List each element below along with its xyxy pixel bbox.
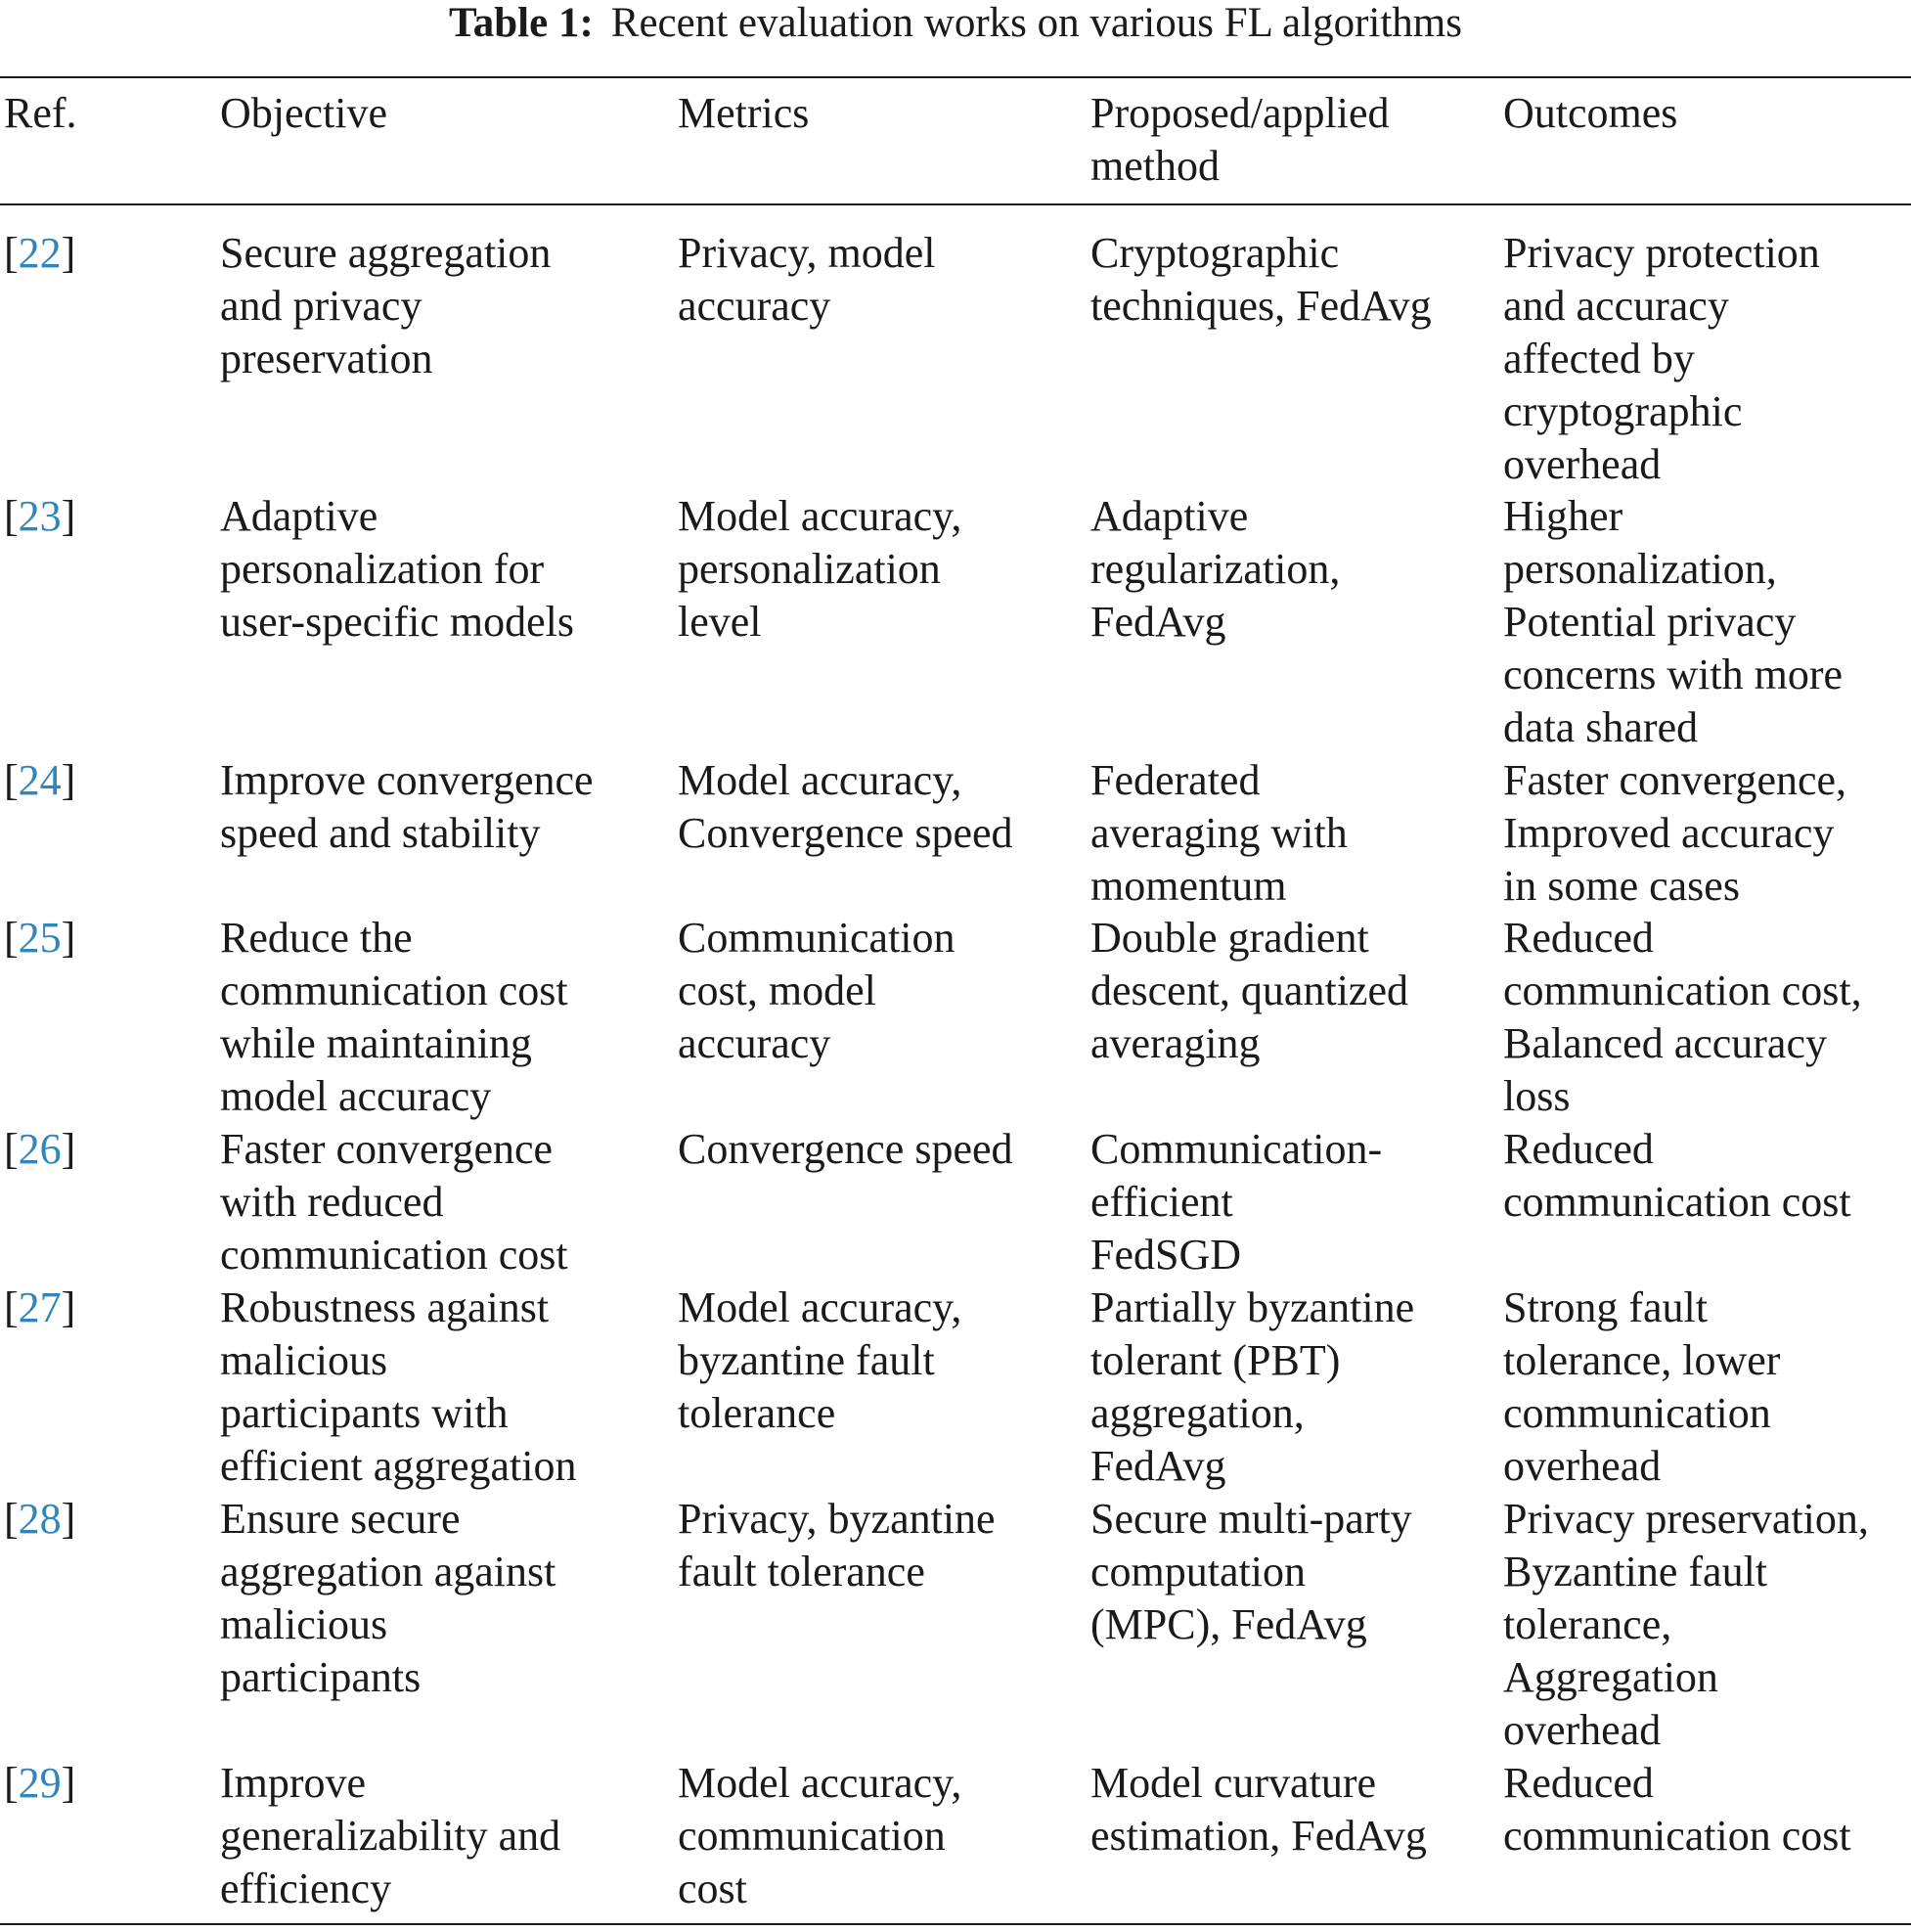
outcomes-cell: Privacy protection and accuracy affected by cryptographic overhead — [1503, 229, 1820, 488]
outcomes-cell: Strong fault tolerance, lower communication overhead — [1503, 1283, 1781, 1490]
ref-cell: [23] — [4, 492, 76, 540]
objective-cell: Improve convergence speed and stability — [220, 756, 594, 857]
objective-cell: Reduce the communication cost while maintaining model accuracy — [220, 914, 568, 1120]
outcomes-cell: Higher personalization, Potential privacy concerns with more data shared — [1503, 492, 1843, 751]
objective-cell: Improve generalizability and efficiency — [220, 1759, 561, 1912]
metrics-cell: Model accuracy, Convergence speed — [678, 756, 1013, 857]
ref-link[interactable]: 24 — [18, 756, 62, 804]
table-bottom-rule — [0, 1923, 1911, 1925]
objective-cell: Ensure secure aggregation against malicious participants — [220, 1495, 556, 1701]
metrics-cell: Privacy, model accuracy — [678, 229, 936, 330]
metrics-cell: Model accuracy, communication cost — [678, 1759, 962, 1912]
header-method: Proposed/applied method — [1090, 89, 1390, 190]
objective-cell: Secure aggregation and privacy preservation — [220, 229, 552, 382]
header-outcomes: Outcomes — [1503, 89, 1678, 137]
header-ref: Ref. — [4, 89, 77, 137]
method-cell: Federated averaging with momentum — [1090, 756, 1348, 910]
objective-cell: Adaptive personalization for user-specific models — [220, 492, 574, 646]
ref-cell: [25] — [4, 914, 76, 962]
table-caption-text: Recent evaluation works on various FL algorithms — [610, 0, 1462, 46]
metrics-cell: Convergence speed — [678, 1125, 1013, 1173]
ref-link[interactable]: 29 — [18, 1759, 62, 1807]
method-cell: Model curvature estimation, FedAvg — [1090, 1759, 1427, 1860]
outcomes-cell: Reduced communication cost — [1503, 1759, 1851, 1860]
metrics-cell: Privacy, byzantine fault tolerance — [678, 1495, 996, 1595]
metrics-cell: Model accuracy, byzantine fault tolerance — [678, 1283, 962, 1437]
ref-link[interactable]: 27 — [18, 1283, 62, 1331]
table-caption — [0, 0, 1911, 47]
metrics-cell: Communication cost, model accuracy — [678, 914, 956, 1067]
header-metrics: Metrics — [678, 89, 810, 137]
table-top-rule — [0, 76, 1911, 78]
ref-cell: [27] — [4, 1283, 76, 1331]
outcomes-cell: Reduced communication cost — [1503, 1125, 1851, 1226]
objective-cell: Faster convergence with reduced communication cost — [220, 1125, 568, 1279]
ref-cell: [22] — [4, 229, 76, 277]
ref-link[interactable]: 22 — [18, 229, 62, 277]
table-caption-label: Table 1: — [449, 0, 594, 46]
method-cell: Partially byzantine tolerant (PBT) aggregation, FedAvg — [1090, 1283, 1415, 1490]
ref-cell: [24] — [4, 756, 76, 804]
outcomes-cell: Reduced communication cost, Balanced accuracy loss — [1503, 914, 1862, 1120]
method-cell: Adaptive regularization, FedAvg — [1090, 492, 1341, 646]
method-cell: Cryptographic techniques, FedAvg — [1090, 229, 1432, 330]
metrics-cell: Model accuracy, personalization level — [678, 492, 962, 646]
ref-cell: [29] — [4, 1759, 76, 1807]
ref-link[interactable]: 23 — [18, 492, 62, 540]
table-header-rule — [0, 203, 1911, 205]
ref-link[interactable]: 28 — [18, 1495, 62, 1543]
header-objective: Objective — [220, 89, 388, 137]
objective-cell: Robustness against malicious participants with efficient aggregation — [220, 1283, 577, 1490]
ref-link[interactable]: 25 — [18, 914, 62, 962]
outcomes-cell: Privacy preservation, Byzantine fault tolerance, Aggregation overhead — [1503, 1495, 1869, 1754]
method-cell: Double gradient descent, quantized averaging — [1090, 914, 1408, 1067]
ref-cell: [26] — [4, 1125, 76, 1173]
ref-cell: [28] — [4, 1495, 76, 1543]
method-cell: Secure multi-party computation (MPC), FedAvg — [1090, 1495, 1412, 1648]
method-cell: Communication- efficient FedSGD — [1090, 1125, 1383, 1279]
ref-link[interactable]: 26 — [18, 1125, 62, 1173]
outcomes-cell: Faster convergence, Improved accuracy in some cases — [1503, 756, 1847, 910]
